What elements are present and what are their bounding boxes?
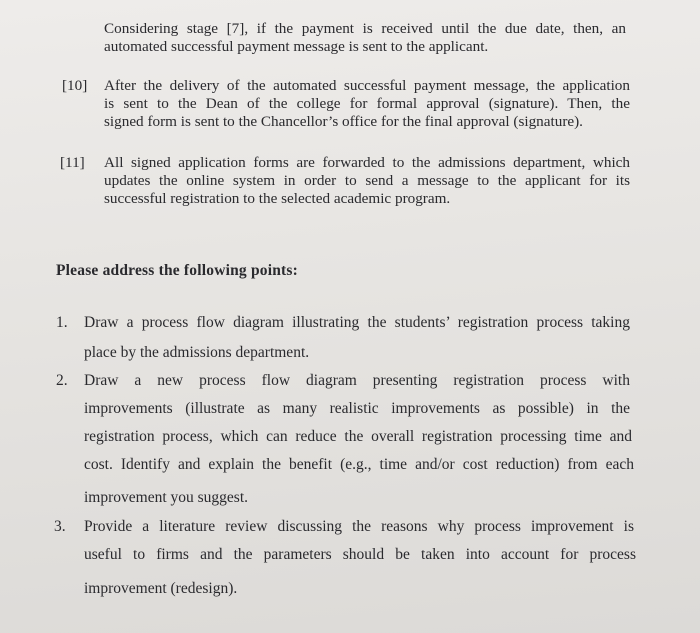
intro-paragraph	[104, 20, 626, 56]
intro-line-2: automated successful payment message is sent to the applicant.	[104, 38, 489, 55]
step-10-line-2: is sent to the Dean of the college for formal approval (signature). Then, the	[104, 95, 630, 112]
question-1-line-1: Draw a process flow diagram illustrating the students’ registration process taking	[84, 314, 630, 331]
step-11-number: [11]	[60, 154, 85, 171]
question-2-line-5: improvement you suggest.	[84, 489, 249, 506]
step-11-line-3: successful registration to the selected academic program.	[104, 190, 451, 207]
question-1-number: 1.	[56, 314, 68, 331]
question-3-line-1: Provide a literature review discussing the reasons why process improvement is	[84, 518, 634, 535]
question-3-line-2: useful to firms and the parameters should be taken into account for process	[84, 546, 636, 563]
question-1-line-2: place by the admissions department.	[84, 344, 310, 361]
step-11-line-1: All signed application forms are forwarded to the admissions department, which	[104, 154, 630, 171]
question-2-line-3: registration process, which can reduce the overall registration processing time and	[84, 428, 632, 445]
question-3-line-3: improvement (redesign).	[84, 580, 238, 597]
intro-line-1: Considering stage [7], if the payment is received until the due date, then, an	[104, 20, 626, 37]
question-2-line-4: cost. Identify and explain the benefit (e.g., time and/or cost reduction) from each	[84, 456, 634, 473]
question-3-number: 3.	[54, 518, 66, 535]
step-10-line-1: After the delivery of the automated successful payment message, the application	[104, 77, 630, 94]
step-11-line-2: updates the online system in order to send a message to the applicant for its	[104, 172, 630, 189]
step-10-number: [10]	[62, 77, 88, 94]
step-11-paragraph	[104, 154, 630, 208]
question-2-line-2: improvements (illustrate as many realistic improvements as possible) in the	[84, 400, 630, 417]
question-2-number: 2.	[56, 372, 68, 389]
section-heading: Please address the following points:	[56, 262, 299, 279]
step-10-paragraph	[104, 77, 630, 131]
step-10-line-3: signed form is sent to the Chancellor’s office for the final approval (signature).	[104, 113, 583, 130]
question-2-line-1: Draw a new process flow diagram presenting registration process with	[84, 372, 630, 389]
